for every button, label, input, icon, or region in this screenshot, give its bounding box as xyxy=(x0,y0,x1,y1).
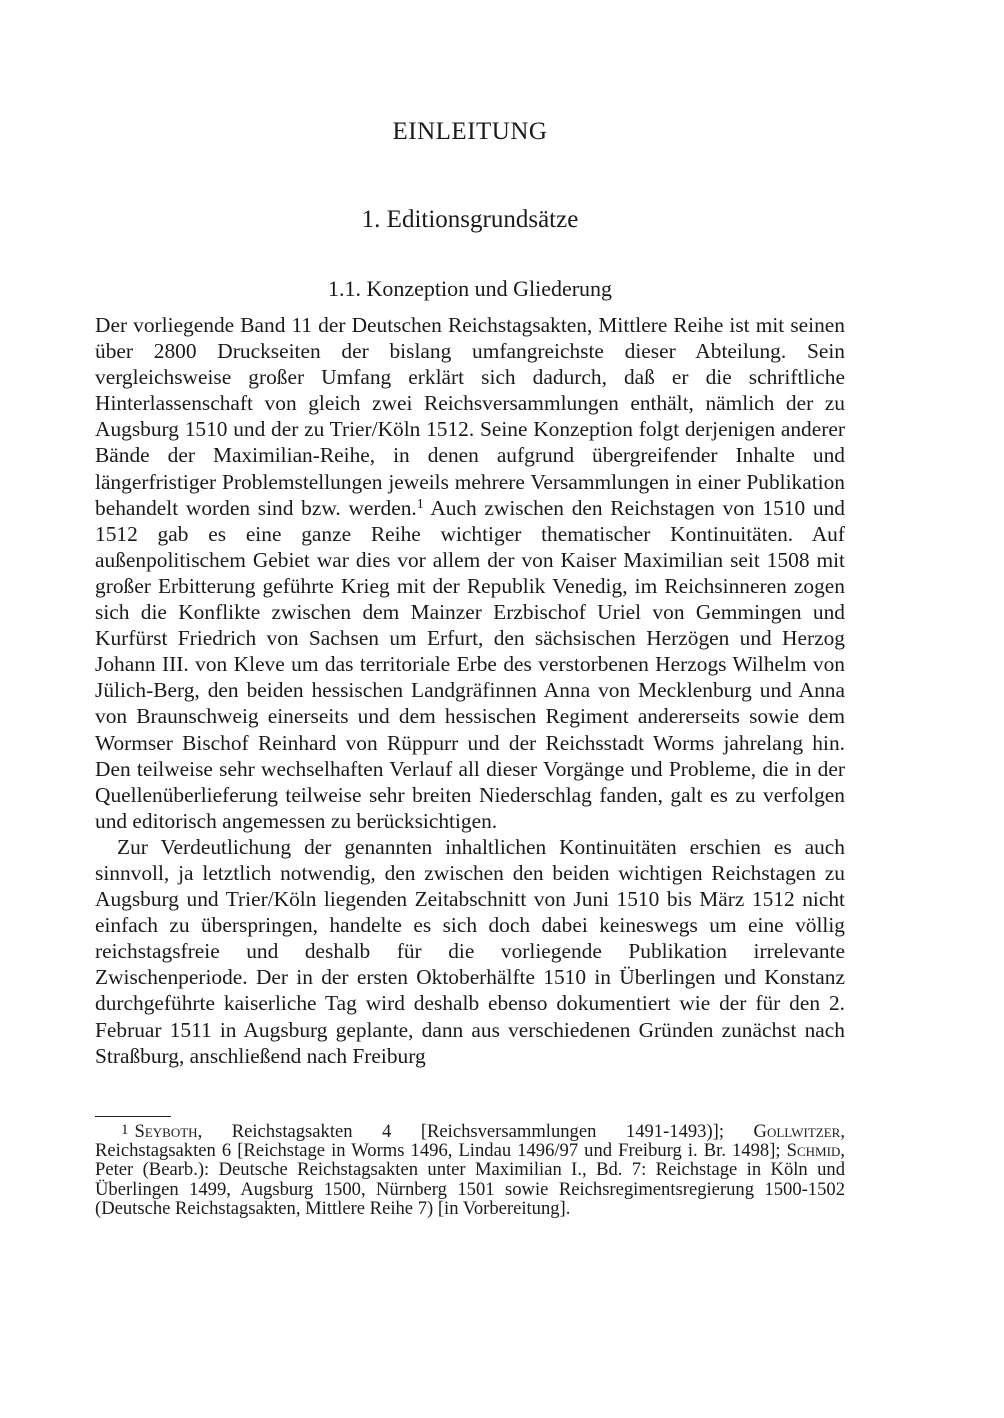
footnote-text-1: , Reichstagsakten 4 [Reichsversammlungen 1491-1493)]; xyxy=(197,1121,754,1142)
paragraph-1 xyxy=(95,312,845,834)
subsection-title: 1.1. Konzeption und Gliederung xyxy=(327,276,613,301)
footnote-author-schmid: Schmid xyxy=(786,1140,841,1162)
section-title: 1. Editionsgrundsätze xyxy=(361,206,579,233)
footnote-divider xyxy=(95,1116,171,1117)
paragraph-2: Zur Verdeutlichung der genannten inhaltlichen Kontinuitäten erschien es auch sinnvoll, ja letztlich notwendig, den zwischen den beiden wichtigen Reichstagen zu Augsburg und Trier/Köln liegenden Zeitabschnitt von Juni 1510 bis März 1512 nicht einfach zu überspringen, handelte es sich doch dabei keineswegs um eine völlig reichstagsfreie und deshalb für die vorliegende Publikation irrelevante Zwischenperiode. Der in der ersten Oktoberhälfte 1510 in Überlingen und Konstanz durchgeführte kaiserliche Tag wird deshalb ebenso dokumentiert wie der für den 2. Februar 1511 in Augsburg geplante, dann aus verschiedenen Gründen zunächst nach Straßburg, anschließend nach Freiburg xyxy=(95,834,845,1068)
footnote-author-seyboth: Seyboth xyxy=(134,1121,198,1142)
paragraph-1-part-2: Auch zwischen den Reichstagen von 1510 und 1512 gab es eine ganze Reihe wichtiger thematischer Kontinuitäten. Auf außenpolitischem Gebiet war dies vor allem der von Kaiser Maximilian seit 1508 mit großer Erbitterung geführte Krieg mit der Republik Venedig, im Reichsinneren zogen sich die Konflikte zwischen dem Mainzer Erzbischof Uriel von Gemmingen und Kurfürst Friedrich von Sachsen um Erfurt, den sächsischen Herzögen und Herzog Johann III. von Kleve um das territoriale Erbe des verstorbenen Herzogs Wilhelm von Jülich-Berg, den beiden hessischen Landgräfinnen Anna von Mecklenburg und Anna von Braunschweig einerseits und dem hessischen Regiment andererseits sowie dem Wormser Bischof Reinhard von Rüppurr und der Reichsstadt Worms jahrelang hin. Den teilweise sehr wechselhaften Verlauf all dieser Vorgänge und Probleme, die in der Quellenüberlieferung teilweise sehr breiten Niederschlag fanden, galt es zu verfolgen und editorisch angemessen zu berücksichtigen. xyxy=(95,495,845,833)
footnote xyxy=(95,1121,845,1218)
body-text xyxy=(95,312,845,1069)
chapter-title: EINLEITUNG xyxy=(392,118,548,145)
footnote-author-gollwitzer: Gollwitzer xyxy=(753,1121,841,1142)
footnote-number: 1 xyxy=(121,1122,129,1138)
paragraph-1-part-1: Der vorliegende Band 11 der Deutschen Reichstagsakten, Mittlere Reihe ist mit seinen über 2800 Druckseiten der bislang umfangreichste dieser Abteilung. Sein vergleichsweise großer Umfang erklärt sich dadurch, daß er die schriftliche Hinterlassenschaft von gleich zwei Reichsversammlungen enthält, nämlich der zu Augsburg 1510 und der zu Trier/Köln 1512. Seine Konzeption folgt derjenigen anderer Bände der Maximilian-Reihe, in denen aufgrund übergreifender Inhalte und längerfristiger Problemstellungen jeweils mehrere Versammlungen in einer Publikation behandelt worden sind bzw. werden. xyxy=(95,313,845,520)
footnote-text-2: , Reichstagsakten 6 [Reichstage in Worms 1496, Lindau 1496/97 und Freiburg i. Br. 1498]; xyxy=(95,1121,845,1162)
footnote-reference[interactable]: 1 xyxy=(416,496,424,512)
footnote-text-3: , Peter (Bearb.): Deutsche Reichstagsakten unter Maximilian I., Bd. 7: Reichstage in Köln und Überlingen 1499, Augsburg 1500, Nürnberg 1501 sowie Reichsregimentsregierung 1500-1502 (Deutsche Reichstagsakten, Mittlere Reihe 7) [in Vorbereitung]. xyxy=(95,1140,845,1219)
